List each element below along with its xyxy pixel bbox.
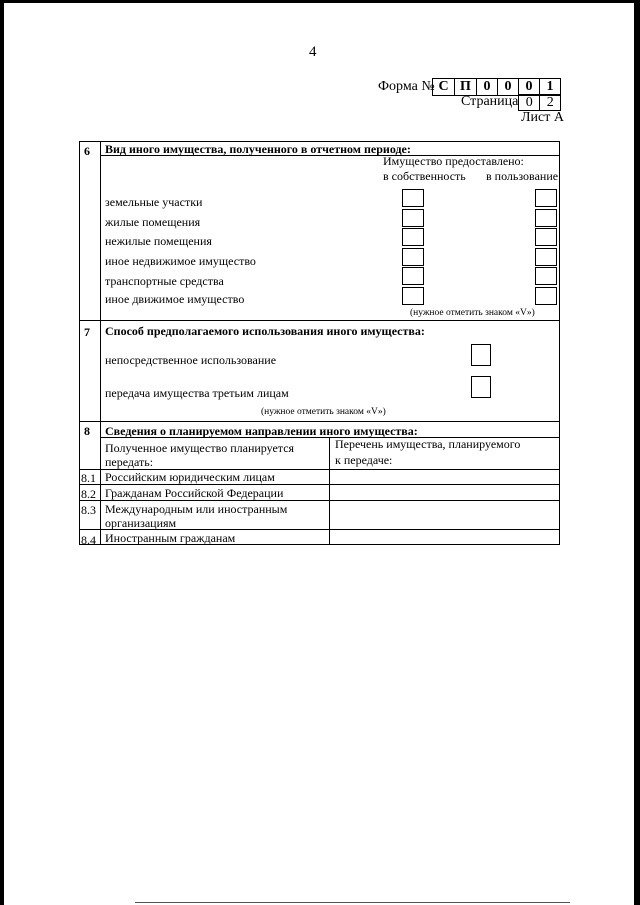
scan-border-top	[0, 0, 640, 3]
section8-title: Сведения о планируемом направлении иного имущества:	[105, 424, 418, 438]
property-type-label: иное недвижимое имущество	[105, 254, 256, 268]
scan-bottom-line	[135, 902, 570, 903]
checkbox-ownership-vehicles[interactable]	[402, 267, 424, 285]
checkbox-ownership-other-movable[interactable]	[402, 287, 424, 305]
property-list-cell-8-4[interactable]	[330, 530, 559, 544]
transfer-header-line1: Полученное имущество планируется	[105, 441, 295, 455]
recipient-label: Международным или иностранным	[105, 502, 288, 516]
column-ownership-header: в собственность	[383, 169, 466, 183]
section7-note: (нужное отметить знаком «V»)	[261, 407, 386, 417]
row-number: 8.4	[81, 533, 96, 547]
section7-title: Способ предполагаемого использования иного имущества:	[105, 324, 425, 338]
page-label: Страница	[461, 94, 519, 109]
checkbox-ownership-other-real-estate[interactable]	[402, 248, 424, 266]
section7-number: 7	[84, 325, 90, 339]
checkbox-ownership-residential[interactable]	[402, 209, 424, 227]
scan-border-right	[634, 0, 640, 905]
checkbox-use-other-real-estate[interactable]	[535, 248, 557, 266]
usage-method-label: непосредственное использование	[105, 353, 277, 367]
row-number: 8.2	[81, 487, 96, 501]
form-code-cell: П	[455, 79, 477, 95]
recipient-label: Российским юридическим лицам	[105, 470, 275, 484]
checkbox-use-vehicles[interactable]	[535, 267, 557, 285]
row-number: 8.1	[81, 471, 96, 485]
property-type-label: земельные участки	[105, 195, 203, 209]
checkbox-transfer-third-parties[interactable]	[471, 376, 491, 398]
property-list-cell-8-1[interactable]	[330, 470, 559, 484]
checkbox-ownership-land[interactable]	[402, 189, 424, 207]
checkbox-use-residential[interactable]	[535, 209, 557, 227]
checkbox-use-other-movable[interactable]	[535, 287, 557, 305]
checkbox-use-nonresidential[interactable]	[535, 228, 557, 246]
row-number: 8.3	[81, 503, 96, 517]
form-code-cell: 0	[519, 79, 540, 95]
sheet-label: Лист А	[521, 110, 564, 125]
section6-bottom-line	[79, 320, 560, 321]
section7-bottom-line	[79, 421, 560, 422]
property-list-header-line2: к передаче:	[335, 453, 393, 467]
page-code-box	[518, 94, 561, 111]
recipient-label: Гражданам Российской Федерации	[105, 486, 284, 500]
checkbox-direct-use[interactable]	[471, 344, 491, 366]
property-type-label: транспортные средства	[105, 274, 224, 288]
recipient-label: Иностранным гражданам	[105, 531, 236, 545]
recipient-label: организациям	[105, 516, 177, 530]
page-code-cell: 2	[546, 94, 554, 110]
property-list-cell-8-3[interactable]	[330, 501, 559, 529]
section6-note: (нужное отметить знаком «V»)	[410, 308, 535, 318]
property-list-header-line1: Перечень имущества, планируемого	[335, 437, 521, 451]
page-code-cell: 0	[519, 95, 540, 110]
section8-number: 8	[84, 424, 90, 438]
form-code-cell: С	[433, 79, 455, 95]
form-code-cell: 0	[498, 79, 519, 95]
property-list-cell-8-2[interactable]	[330, 485, 559, 500]
property-type-label: нежилые помещения	[105, 234, 212, 248]
form-code-cell: 1	[546, 79, 554, 94]
provided-header: Имущество предоставлено:	[383, 154, 524, 168]
checkbox-use-land[interactable]	[535, 189, 557, 207]
property-type-label: жилые помещения	[105, 215, 201, 229]
usage-method-label: передача имущества третьим лицам	[105, 386, 289, 400]
page-number: 4	[309, 44, 317, 60]
checkbox-ownership-nonresidential[interactable]	[402, 228, 424, 246]
form-number-label: Форма №	[378, 79, 435, 94]
form-code-cell: 0	[477, 79, 498, 95]
column-use-header: в пользование	[486, 169, 559, 183]
section6-number: 6	[84, 144, 90, 158]
property-type-label: иное движимое имущество	[105, 292, 245, 306]
scan-border-left	[0, 0, 4, 905]
section6-title: Вид иного имущества, полученного в отчетном периоде:	[105, 142, 411, 156]
transfer-header-line2: передать:	[105, 455, 154, 469]
